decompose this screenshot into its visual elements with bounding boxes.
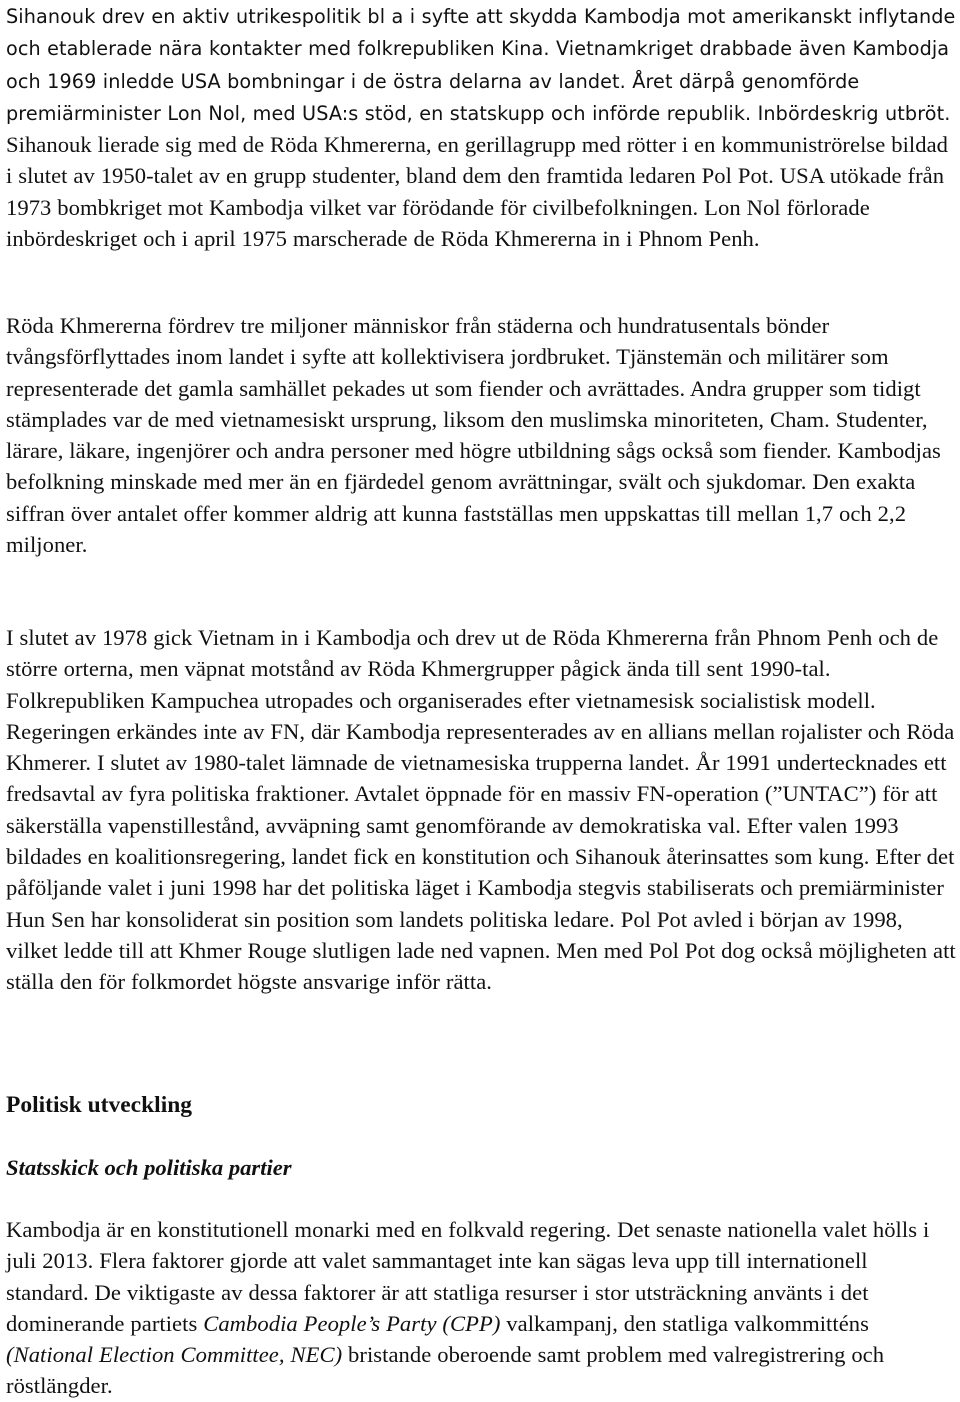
paragraph-history-1-sans-part: Sihanouk drev en aktiv utrikespolitik bl a i syfte att skydda Kambodja mot amerikanskt inflytande och etablerade nära kontakter med folkrepubliken Kina. Vietnamkriget drabbade även Kambodja och 1969 inledde USA bombningar i de östra delarna av landet. Året därpå genomförde premiärminister Lon Nol, med USA:s stöd, en statskupp och införde republik. Inbördeskrig utbröt. [6,5,956,125]
cpp-party-name: Cambodia People’s Party (CPP) [203,1310,501,1336]
nec-name: (National Election Committee, NEC) [6,1342,343,1368]
paragraph-history-1-serif-part: Sihanouk lierade sig med de Röda Khmererna, en gerillagrupp med rötter i en kommuniströrelse bildad i slutet av 1950-talet av en grupp studenter, bland dem den framtida ledaren Pol Pot. USA utökade från 1973 bombkriget mot Kambodja vilket var förödande för civilbefolkningen. Lon Nol förlorade inbördeskriget och i april 1975 marscherade de Röda Khmererna in i Phnom Penh. [6,132,948,252]
paragraph-vietnam-era: I slutet av 1978 gick Vietnam in i Kambodja och drev ut de Röda Khmererna från Phnom Penh och de större orterna, men väpnat motstånd av Röda Khmergrupper pågick ända till sent 1990-tal. Folkrepubliken Kampuchea utropades och organiserades efter vietnamesisk socialistisk modell. Regeringen erkändes inte av FN, där Kambodja representerades av en allians mellan rojalister och Röda Khmerer. I slutet av 1980-talet lämnade de vietnamesiska trupperna landet. År 1991 undertecknades ett fredsavtal av fyra politiska fraktioner. Avtalet öppnade för en massiv FN-operation (”UNTAC”) för att säkerställa vapenstillestånd, avväpning samt genomförande av demokratiska val. Efter valen 1993 bildades en koalitionsregering, landet fick en konstitution och Sihanouk återinsattes som kung. Efter det påföljande valet i juni 1998 har det politiska läget i Kambodja stegvis stabiliserats och premiärminister Hun Sen har konsoliderat sin position som landets politiska ledare. Pol Pot avled i början av 1998, vilket ledde till att Khmer Rouge slutligen lade ned vapnen. Men med Pol Pot dog också möjligheten att ställa den för folkmordet högste ansvarige inför rätta. [6,625,956,995]
paragraph-political-system-text-c: bristande oberoende samt problem med valregistrering och röstlängder. [6,1342,885,1399]
paragraph-khmer-rouge: Röda Khmererna fördrev tre miljoner människor från städerna och hundratusentals bönder tvångsförflyttades inom landet i syfte att kollektivisera jordbruket. Tjänstemän och militärer som representerade det gamla samhället pekades ut som fiender och avrättades. Andra grupper som tidigt stämplades var de med vietnamesiskt ursprung, liksom den muslimska minoriteten, Cham. Studenter, lärare, läkare, ingenjörer och andra personer med högre utbildning sågs också som fiender. Kambodjas befolkning minskade med mer än en fjärdedel genom avrättningar, svält och sjukdomar. Den exakta siffran över antalet offer kommer aldrig att kunna fastställas men uppskattas till mellan 1,7 och 2,2 miljoner. [6,313,941,558]
paragraph-political-system-text-b: valkampanj, den statliga valkommitténs [500,1310,869,1336]
section-subheading: Statsskick och politiska partier [6,1155,292,1180]
paragraph-political-system-text-a: Kambodja är en konstitutionell monarki med en folkvald regering. Det senaste nationella valet hölls i juli 2013. Flera faktorer gjorde att valet sammantaget inte kan sägas leva upp till internationell standard. De viktigaste av dessa faktorer är att statliga resurser i stor utsträckning använts i det dominerande partiets [6,1217,930,1336]
paragraph-political-system [6,1214,956,1402]
section-heading: Politisk utveckling [6,1092,193,1118]
paragraph-history-1 [6,0,956,254]
